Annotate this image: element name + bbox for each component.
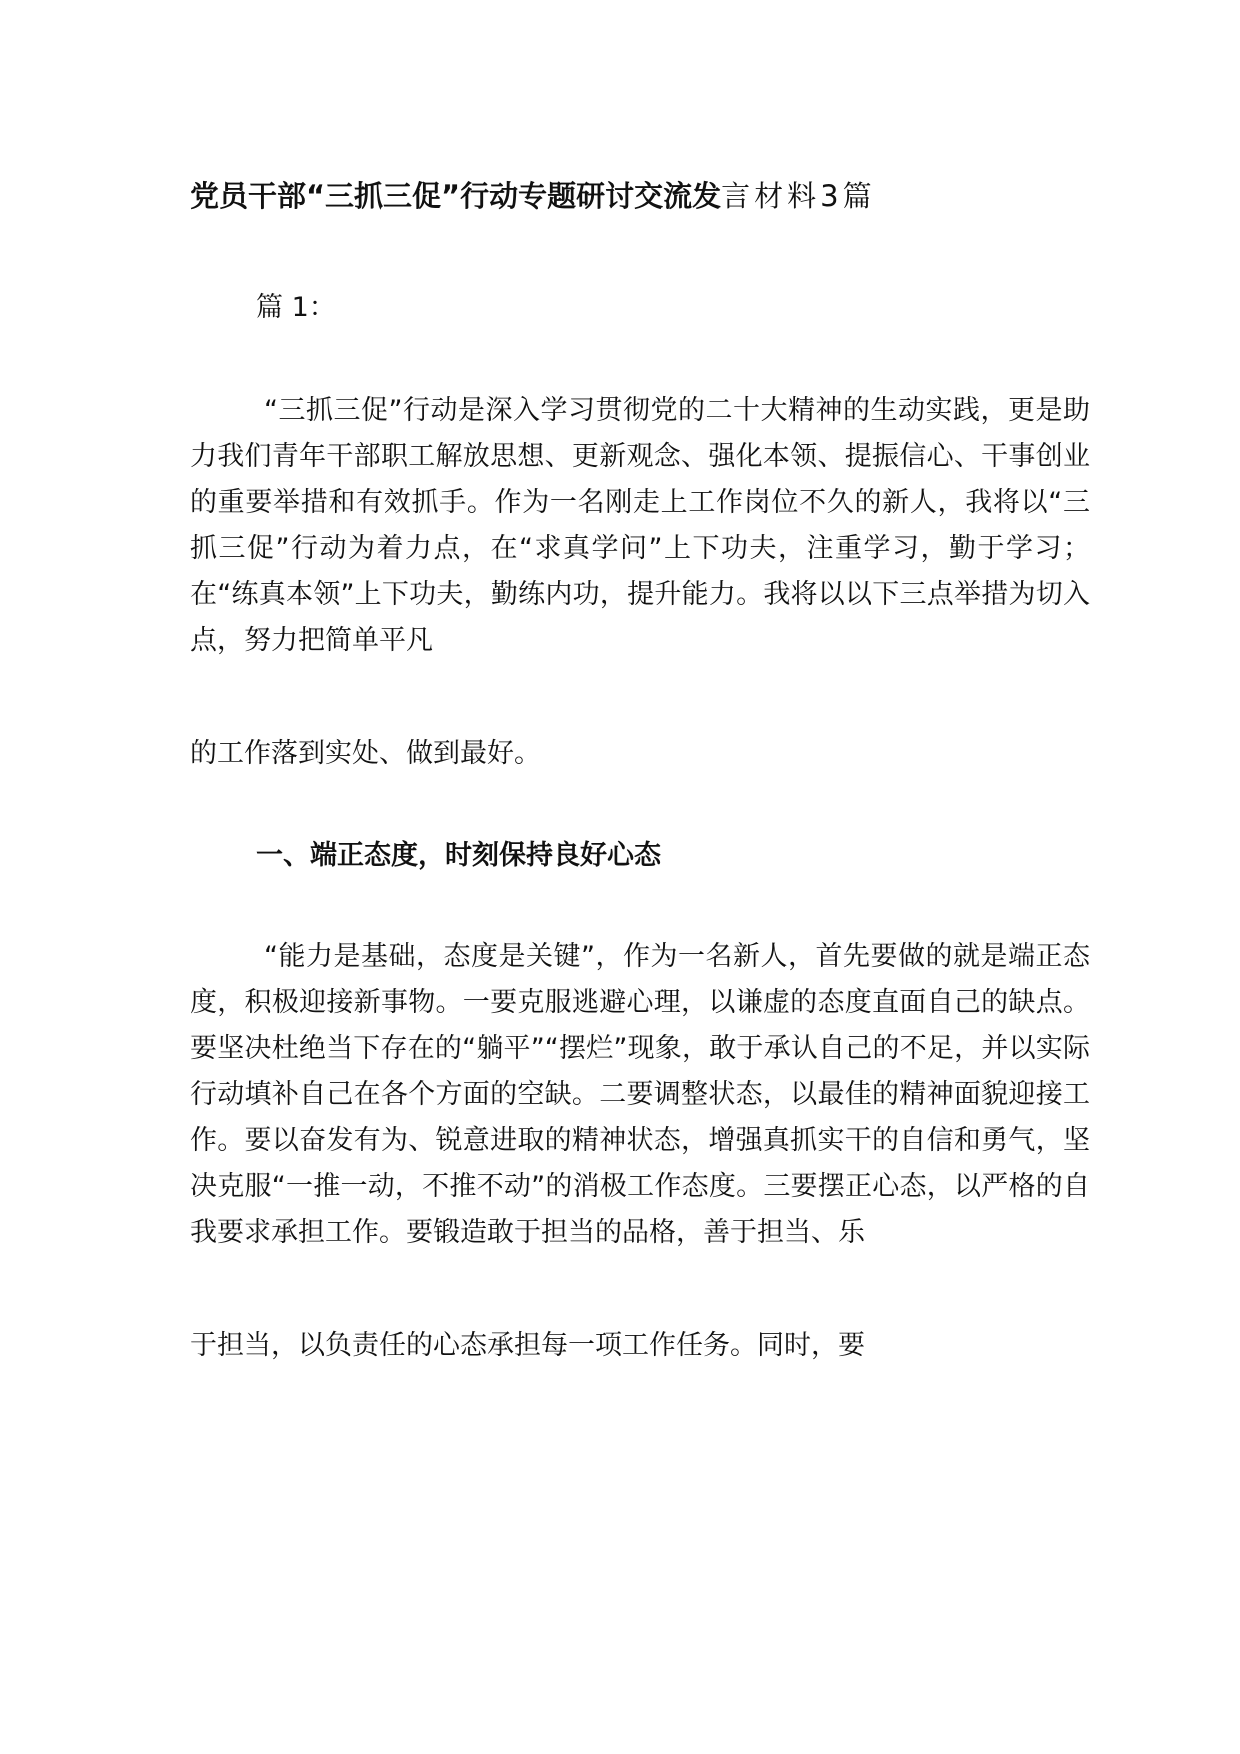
paragraph-1-tail: 的工作落到实处、做到最好。 bbox=[190, 738, 541, 769]
document-title bbox=[190, 176, 1090, 216]
paragraph-1: “三抓三促”行动是深入学习贯彻党的二十大精神的生动实践，更是助力我们青年干部职工解放思想、更新观念、强化本领、提振信心、干事创业的重要举措和有效抓手。作为一名刚走上工作岗位不久的新人，我将以“三抓三促”行动为着力点，在“求真学问”上下功夫，注重学习，勤于学习；在“练真本领”上下功夫，勤练内功，提升能力。我将以以下三点举措为切入点，努力把简单平凡 bbox=[190, 395, 1090, 656]
document-title-normal: 言材料3篇 bbox=[721, 179, 876, 213]
document-title-bold: 党员干部“三抓三促”行动专题研讨交流发 bbox=[190, 179, 722, 213]
paragraph-2: “能力是基础，态度是关键”，作为一名新人，首先要做的就是端正态度，积极迎接新事物。一要克服逃避心理，以谦虚的态度直面自己的缺点。要坚决杜绝当下存在的“躺平”“摆烂”现象，敢于承认自己的不足，并以实际行动填补自己在各个方面的空缺。二要调整状态，以最佳的精神面貌迎接工作。要以奋发有为、锐意进取的精神状态，增强真抓实干的自信和勇气，坚决克服“一推一动，不推不动”的消极工作态度。三要摆正心态，以严格的自我要求承担工作。要锻造敢于担当的品格，善于担当、乐 bbox=[190, 941, 1090, 1248]
chapter-label: 篇 1： bbox=[256, 292, 336, 323]
paragraph-2-tail: 于担当，以负责任的心态承担每一项工作任务。同时，要 bbox=[190, 1330, 865, 1361]
section-heading-1: 一、端正态度，时刻保持良好心态 bbox=[256, 840, 661, 871]
